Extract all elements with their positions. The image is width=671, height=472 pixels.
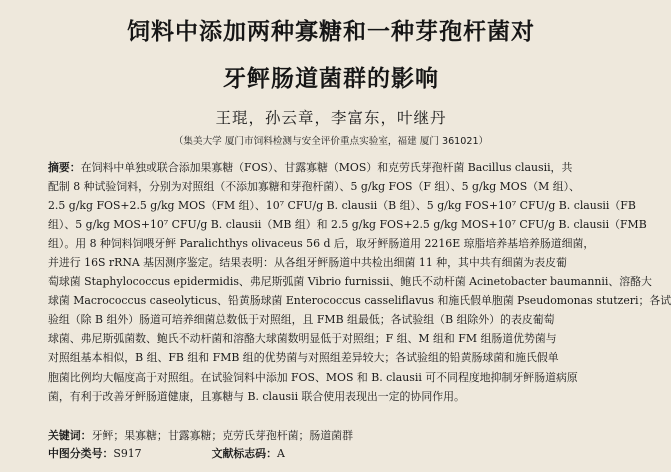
abstract <box>48 158 671 406</box>
abstract-line: 萄球菌 Staphylococcus epidermidis、弗尼斯弧菌 Vibrio furnissii、鲍氏不动杆菌 Acinetobacter baumannii、溶酪大 <box>48 275 652 289</box>
abstract-line: 球菌、弗尼斯弧菌数、鲍氏不动杆菌和溶酪大球菌数明显低于对照组；F 组、M 组和 FM 组肠道优势菌与 <box>48 332 557 346</box>
abstract-line: 组）、5 g/kg MOS+10⁷ CFU/g B. clausii（MB 组）和 2.5 g/kg FOS+2.5 g/kg MOS+10⁷ CFU/g B. clausii（FMB <box>48 218 647 232</box>
clc-value: S917 <box>113 447 142 460</box>
author-list: 王琨，孙云章，李富东，叶继丹 <box>215 109 447 127</box>
affiliation: （集美大学 厦门市饲料检测与安全评价重点实验室，福建 厦门 361021） <box>173 136 489 147</box>
abstract-line: 并进行 16S rRNA 基因测序鉴定。结果表明：从各组牙鲆肠道中共检出细菌 11 种，其中共有细菌为表皮葡 <box>48 256 567 270</box>
abstract-line: 胞菌比例均大幅度高于对照组。在试验饲料中添加 FOS、MOS 和 B. clausii 可不同程度地抑制牙鲆肠道病原 <box>48 370 578 384</box>
abstract-line: 验组（除 B 组外）肠道可培养细菌总数低于对照组，且 FMB 组最低；各试验组（B 组除外）的表皮葡萄 <box>48 313 555 327</box>
abstract-line: 菌，有利于改善牙鲆肠道健康，且寡糖与 B. clausii 联合使用表现出一定的协同作用。 <box>48 389 465 403</box>
abstract-line: 组）。用 8 种饲料饲喂牙鲆 Paralichthys olivaceus 56 d 后，取牙鲆肠道用 2216E 琼脂培养基培养肠道细菌， <box>48 237 595 251</box>
abstract-label: 摘要： <box>48 161 81 174</box>
classification <box>48 446 608 462</box>
keywords <box>48 428 608 444</box>
keywords-label: 关键词： <box>48 429 92 442</box>
abstract-line: 配制 8 种试验饲料，分别为对照组（不添加寡糖和芽孢杆菌）、5 g/kg FOS（F 组）、5 g/kg MOS（M 组）、 <box>48 180 580 194</box>
paper-title-line-1: 饲料中添加两种寡糖和一种芽孢杆菌对 <box>127 19 535 45</box>
keywords-text: 牙鲆；果寡糖；甘露寡糖；克劳氏芽孢杆菌；肠道菌群 <box>91 429 353 442</box>
abstract-line: 2.5 g/kg FOS+2.5 g/kg MOS（FM 组）、10⁷ CFU/g B. clausii（B 组）、5 g/kg FOS+10⁷ CFU/g B. clausii（FB <box>48 199 636 213</box>
doc-code-label: 文献标志码： <box>211 447 277 460</box>
abstract-line: 球菌 Macrococcus caseolyticus、铅黄肠球菌 Enterococcus casseliflavus 和施氏假单胞菌 Pseudomonas stutzeri；各试 <box>48 294 671 308</box>
paper-title-line-2: 牙鲆肠道菌群的影响 <box>223 66 439 92</box>
doc-code-value: A <box>276 447 285 460</box>
abstract-text: 在饲料中单独或联合添加果寡糖（FOS）、甘露寡糖（MOS）和克劳氏芽孢杆菌 Bacillus clausii，共 <box>80 161 573 174</box>
abstract-line: 对照组基本相似，B 组、FB 组和 FMB 组的优势菌与对照组差异较大；各试验组的铅黄肠球菌和施氏假单 <box>48 351 559 365</box>
clc-label: 中图分类号： <box>48 447 114 460</box>
abstract-line <box>48 158 604 177</box>
